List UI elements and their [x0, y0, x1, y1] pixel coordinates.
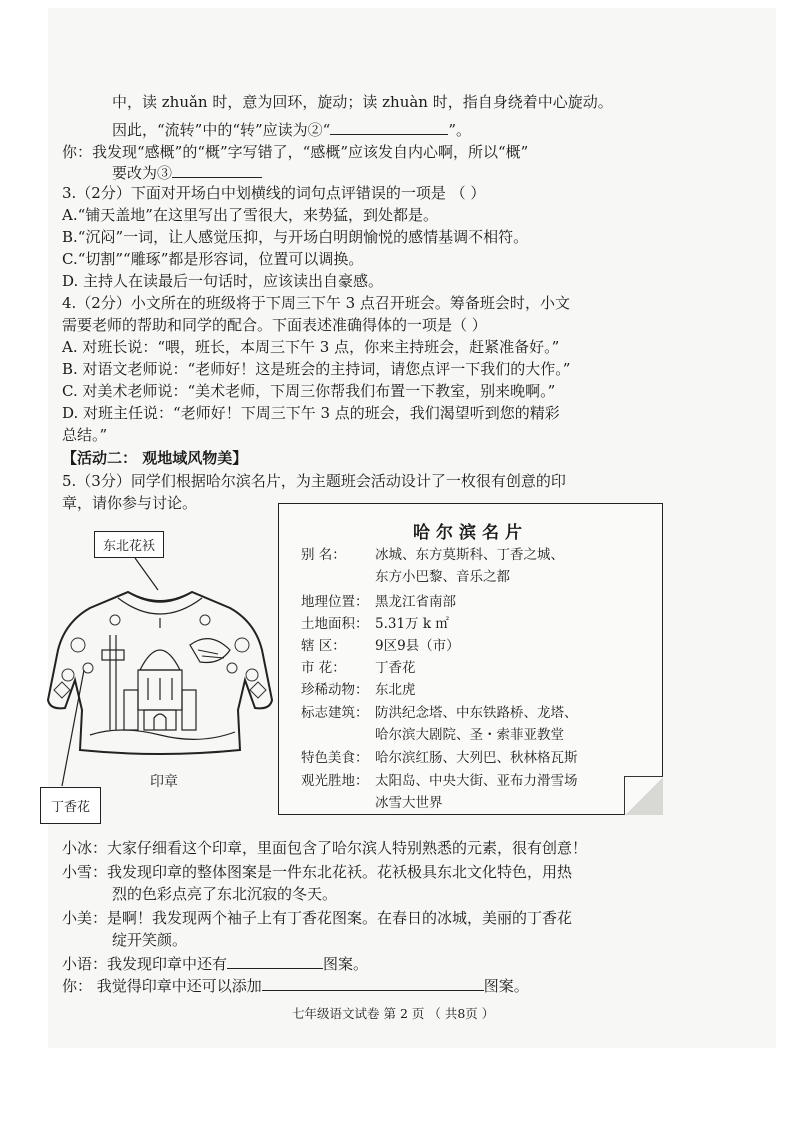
- card-row-value: 9区9县（市）: [375, 638, 460, 654]
- card-row-key: 观光胜地：: [301, 773, 369, 789]
- question-5-cont: 章，请你参与讨论。: [62, 494, 198, 512]
- text-line: 中，读 zhuǎn 时，意为回环，旋动；读 zhuàn 时，指自身绕着中心旋动。: [112, 93, 613, 111]
- question-4: 4.（2分）小文所在的班级将于下周三下午 3 点召开班会。筹备班会时，小文: [62, 294, 570, 312]
- answer-blank-you[interactable]: [262, 976, 484, 991]
- card-row-value: 哈尔滨大剧院、圣・索菲亚教堂: [375, 727, 564, 743]
- card-row-key: 辖 区：: [301, 638, 346, 654]
- text-segment: 图案。: [483, 977, 529, 995]
- text-line: [112, 120, 471, 140]
- card-row: [301, 794, 443, 812]
- card-row-key: 地理位置：: [301, 594, 369, 610]
- dialogue-line: [62, 976, 529, 996]
- question-4-cont: 需要老师的帮助和同学的配合。下面表述准确得体的一项是（ ）: [62, 316, 487, 334]
- dialogue-line: 小冰：大家仔细看这个印章，里面包含了哈尔滨人特别熟悉的元素，很有创意！: [62, 839, 588, 857]
- card-row: [301, 772, 578, 790]
- card-row-key: 市 花：: [301, 660, 346, 676]
- seal-caption: 印章: [150, 774, 178, 790]
- option-3c: C.“切割”“雕琢”都是形容词，位置可以调换。: [62, 250, 364, 268]
- dialogue-line: 小雪：我发现印章的整体图案是一件东北花袄。花袄极具东北文化特色，用热: [62, 863, 573, 881]
- option-4d-cont: 总结。”: [62, 426, 108, 444]
- card-row-value: 黑龙江省南部: [375, 594, 456, 610]
- card-row: [301, 749, 578, 767]
- text-line: [112, 163, 262, 183]
- card-row-value: 5.31万 k ㎡: [375, 616, 449, 632]
- text-line: 你：我发现“感概”的“概”字写错了，“感概”应该发自内心啊，所以“概”: [62, 143, 529, 161]
- answer-blank-2[interactable]: [330, 120, 448, 135]
- option-4c: C. 对美术老师说：“美术老师，下周三你帮我们布置一下教室，别来晚啊。”: [62, 382, 556, 400]
- card-row-value: 东方小巴黎、音乐之都: [375, 569, 510, 585]
- option-3b: B.“沉闷”一词，让人感觉压抑，与开场白明朗愉悦的感情基调不相符。: [62, 228, 529, 246]
- option-4a: A. 对班长说：“喂，班长，本周三下午 3 点，你来主持班会，赶紧准备好。”: [62, 338, 560, 356]
- card-row-key: 珍稀动物：: [301, 682, 369, 698]
- option-3a: A.“铺天盖地”在这里写出了雪很大，来势猛，到处都是。: [62, 206, 438, 224]
- card-row-key: 别 名：: [301, 547, 346, 563]
- card-row-value: 太阳岛、中央大街、亚布力滑雪场: [375, 773, 578, 789]
- card-row-value: 丁香花: [375, 660, 416, 676]
- label-lilac: 丁香花: [40, 787, 101, 824]
- card-row-key: 土地面积：: [301, 616, 369, 632]
- card-row: [301, 704, 578, 722]
- question-5: 5.（3分）同学们根据哈尔滨名片，为主题班会活动设计了一枚很有创意的印: [62, 472, 566, 490]
- card-row: [301, 637, 460, 655]
- card-row-value: 防洪纪念塔、中东铁路桥、龙塔、: [375, 705, 578, 721]
- card-row-value: 东北虎: [375, 682, 416, 698]
- card-row-value: 冰雪大世界: [375, 795, 443, 811]
- text-segment: 图案。: [323, 955, 369, 973]
- card-row: [301, 726, 564, 744]
- label-northeast-jacket: 东北花袄: [94, 531, 164, 558]
- dialogue-line: 小美：是啊！我发现两个袖子上有丁香花图案。在春日的冰城，美丽的丁香花: [62, 909, 573, 927]
- harbin-card: [278, 503, 663, 815]
- card-row-key: 标志建筑：: [301, 705, 369, 721]
- card-row: [301, 546, 564, 564]
- text-segment: 你： 我觉得印章中还可以添加: [62, 977, 262, 995]
- card-fold-corner: [624, 776, 663, 815]
- card-title: 哈尔滨名片: [413, 523, 528, 543]
- dialogue-line: 绽开笑颜。: [112, 931, 188, 949]
- card-row: [301, 659, 416, 677]
- question-3: 3.（2分）下面对开场白中划横线的词句点评错误的一项是 （ ）: [62, 184, 486, 202]
- dialogue-line: [62, 954, 368, 974]
- card-row-value: 冰城、东方莫斯科、丁香之城、: [375, 547, 564, 563]
- answer-blank-xiaoyu[interactable]: [227, 954, 323, 969]
- answer-blank-3[interactable]: [172, 163, 262, 178]
- page-footer: 七年级语文试卷 第 2 页 （ 共8页 ）: [292, 1006, 495, 1021]
- text-segment: ”。: [448, 121, 472, 139]
- option-3d: D. 主持人在读最后一句话时，应该读出自豪感。: [62, 272, 384, 290]
- text-segment: 因此，“流转”中的“转”应读为②“: [112, 121, 331, 139]
- card-row: [301, 593, 456, 611]
- text-segment: 要改为③: [112, 164, 173, 182]
- dialogue-line: 烈的色彩点亮了东北沉寂的冬天。: [112, 885, 338, 903]
- activity-2-heading: 【活动二： 观地域风物美】: [62, 449, 248, 467]
- card-row: [301, 615, 449, 633]
- option-4b: B. 对语文老师说：“老师好！这是班会的主持词，请您点评一下我们的大作。”: [62, 360, 571, 378]
- card-row-value: 哈尔滨红肠、大列巴、秋林格瓦斯: [375, 750, 578, 766]
- card-row-key: 特色美食：: [301, 750, 369, 766]
- text-segment: 小语：我发现印章中还有: [62, 955, 228, 973]
- card-row: [301, 681, 416, 699]
- card-row: [301, 568, 510, 586]
- option-4d: D. 对班主任说：“老师好！下周三下午 3 点的班会，我们渴望听到您的精彩: [62, 404, 560, 422]
- seal-illustration: [40, 550, 280, 800]
